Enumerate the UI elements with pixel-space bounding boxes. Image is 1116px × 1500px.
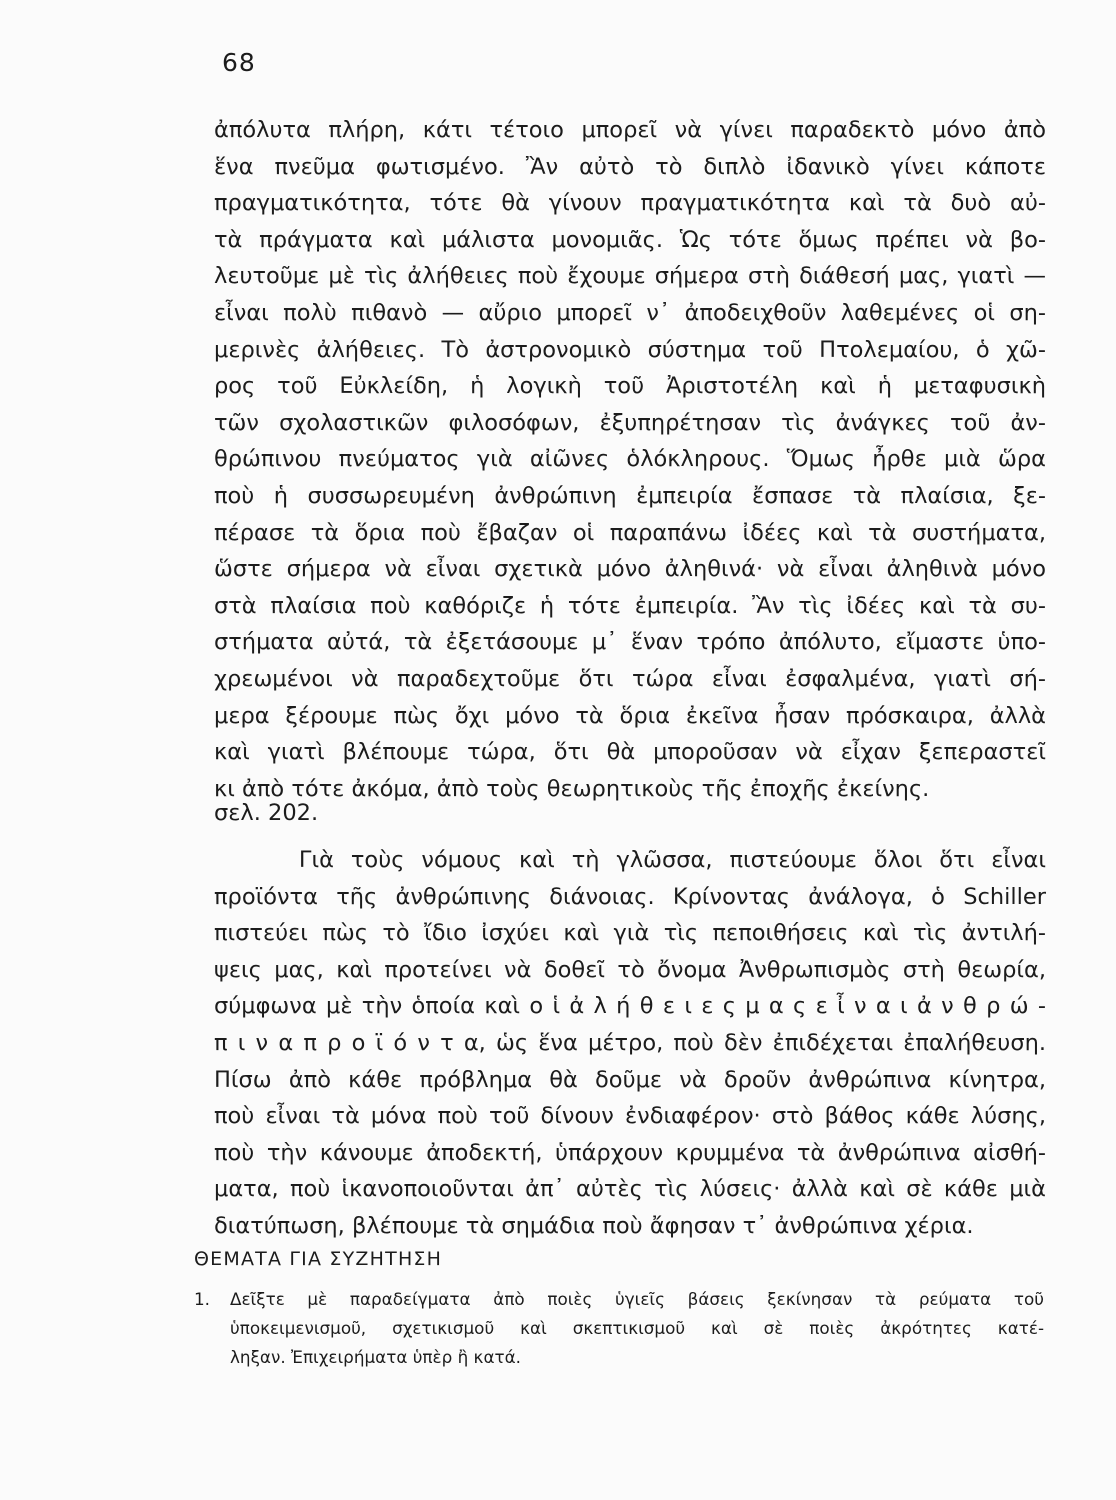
text-line: ματα, ποὺ ἱκανοποιοῦνται ἀπ᾽ αὐτὲς τὶς λύσεις· ἀλλὰ καὶ σὲ κάθε μιὰ [214, 1176, 1046, 1203]
text-line: τὰ πράγματα καὶ μάλιστα μονομιᾶς. Ὡς τότε ὅμως πρέπει νὰ βο- [214, 226, 1046, 253]
text-line: ποὺ τὴν κάνουμε ἀποδεκτή, ὑπάρχουν κρυμμένα τὰ ἀνθρώπινα αἰσθή- [214, 1139, 1046, 1166]
text-line: πιστεύει πὼς τὸ ἴδιο ἰσχύει καὶ γιὰ τὶς πεποιθήσεις καὶ τὶς ἀντιλή- [214, 920, 1046, 947]
text-line: καὶ γιατὶ βλέπουμε τώρα, ὅτι θὰ μποροῦσαν νὰ εἶχαν ξεπεραστεῖ [214, 739, 1046, 766]
text-line: θρώπινου πνεύματος γιὰ αἰῶνες ὁλόκληρους. Ὅμως ἦρθε μιὰ ὥρα [214, 446, 1046, 473]
paragraph-2 [214, 842, 1046, 1245]
text-line: στὰ πλαίσια ποὺ καθόριζε ἡ τότε ἐμπειρία. Ἂν τὶς ἰδέες καὶ τὰ συ- [214, 592, 1046, 619]
text-line: ποὺ εἶναι τὰ μόνα ποὺ τοῦ δίνουν ἐνδιαφέρον· στὸ βάθος κάθε λύσης, [214, 1103, 1046, 1130]
text-line: μερα ξέρουμε πὼς ὄχι μόνο τὰ ὅρια ἐκεῖνα ἦσαν πρόσκαιρα, ἀλλὰ [214, 702, 1046, 729]
text-line: ψεις μας, καὶ προτείνει νὰ δοθεῖ τὸ ὄνομα Ἀνθρωπισμὸς στὴ θεωρία, [214, 956, 1046, 983]
text-line: κι ἀπὸ τότε ἀκόμα, ἀπὸ τοὺς θεωρητικοὺς τῆς ἐποχῆς ἐκείνης. [214, 775, 930, 802]
text-line: πέρασε τὰ ὅρια ποὺ ἔβαζαν οἱ παραπάνω ἰδέες καὶ τὰ συστήματα, [214, 519, 1046, 546]
item-line: ληξαν. Ἐπιχειρήματα ὑπὲρ ἢ κατά. [230, 1347, 522, 1367]
text-line: διατύπωση, βλέπουμε τὰ σημάδια ποὺ ἄφησαν τ᾽ ἀνθρώπινα χέρια. [214, 1212, 974, 1239]
section-reference: σελ. 202. [214, 800, 319, 826]
text-line: τῶν σχολαστικῶν φιλοσόφων, ἐξυπηρέτησαν τὶς ἀνάγκες τοῦ ἀν- [214, 409, 1046, 436]
discussion-heading: ΘΕΜΑΤΑ ΓΙΑ ΣΥΖΗΤΗΣΗ [194, 1248, 443, 1270]
text-line: σύμφωνα μὲ τὴν ὁποία καὶ ο ἱ ἀ λ ή θ ε ι ε ς μ α ς ε ἶ ν α ι ἀ ν θ ρ ώ - [214, 993, 1046, 1020]
text-line: στήματα αὐτά, τὰ ἐξετάσουμε μ᾽ ἕναν τρόπο ἀπόλυτο, εἴμαστε ὑπο- [214, 629, 1046, 656]
text-line: προϊόντα τῆς ἀνθρώπινης διάνοιας. Κρίνοντας ἀνάλογα, ὁ Schiller [214, 883, 1046, 910]
text-line: ἕνα πνεῦμα φωτισμένο. Ἂν αὐτὸ τὸ διπλὸ ἰδανικὸ γίνει κάποτε [214, 153, 1046, 180]
text-line: Πίσω ἀπὸ κάθε πρόβλημα θὰ δοῦμε νὰ δροῦν ἀνθρώπινα κίνητρα, [214, 1066, 1046, 1093]
text-line: Γιὰ τοὺς νόμους καὶ τὴ γλῶσσα, πιστεύουμε ὅλοι ὅτι εἶναι [214, 847, 1046, 873]
item-number: 1. [194, 1289, 211, 1309]
text-line: ἀπόλυτα πλήρη, κάτι τέτοιο μπορεῖ νὰ γίνει παραδεκτὸ μόνο ἀπὸ [214, 117, 1046, 143]
item-line: Δεῖξτε μὲ παραδείγματα ἀπὸ ποιὲς ὑγιεῖς βάσεις ξεκίνησαν τὰ ρεύματα τοῦ [230, 1289, 1044, 1309]
text-line: πραγματικότητα, τότε θὰ γίνουν πραγματικότητα καὶ τὰ δυὸ αὐ- [214, 190, 1046, 217]
text-line: λευτοῦμε μὲ τὶς ἀλήθειες ποὺ ἔχουμε σήμερα στὴ διάθεσή μας, γιατὶ — [214, 263, 1046, 290]
text-line: χρεωμένοι νὰ παραδεχτοῦμε ὅτι τώρα εἶναι ἐσφαλμένα, γιατὶ σή- [214, 665, 1046, 692]
page-number: 68 [222, 48, 256, 77]
text-line: εἶναι πολὺ πιθανὸ — αὔριο μπορεῖ ν᾽ ἀποδειχθοῦν λαθεμένες οἱ ση- [214, 299, 1046, 326]
item-line: ὑποκειμενισμοῦ, σχετικισμοῦ καὶ σκεπτικισμοῦ καὶ σὲ ποιὲς ἀκρότητες κατέ- [230, 1318, 1044, 1338]
paragraph-1 [214, 112, 1046, 807]
text-line: ρος τοῦ Εὐκλείδη, ἡ λογικὴ τοῦ Ἀριστοτέλη καὶ ἡ μεταφυσικὴ [214, 373, 1046, 400]
text-line: μερινὲς ἀλήθειες. Τὸ ἀστρονομικὸ σύστημα τοῦ Πτολεμαίου, ὁ χῶ- [214, 336, 1046, 363]
text-line: ποὺ ἡ συσσωρευμένη ἀνθρώπινη ἐμπειρία ἔσπασε τὰ πλαίσια, ξε- [214, 482, 1046, 509]
text-line: ὥστε σήμερα νὰ εἶναι σχετικὰ μόνο ἀληθινά· νὰ εἶναι ἀληθινὰ μόνο [214, 556, 1046, 583]
item-text [230, 1285, 1044, 1372]
text-line: π ι ν α π ρ ο ϊ ό ν τ α, ὡς ἕνα μέτρο, ποὺ δὲν ἐπιδέχεται ἐπαλήθευση. [214, 1029, 1046, 1056]
